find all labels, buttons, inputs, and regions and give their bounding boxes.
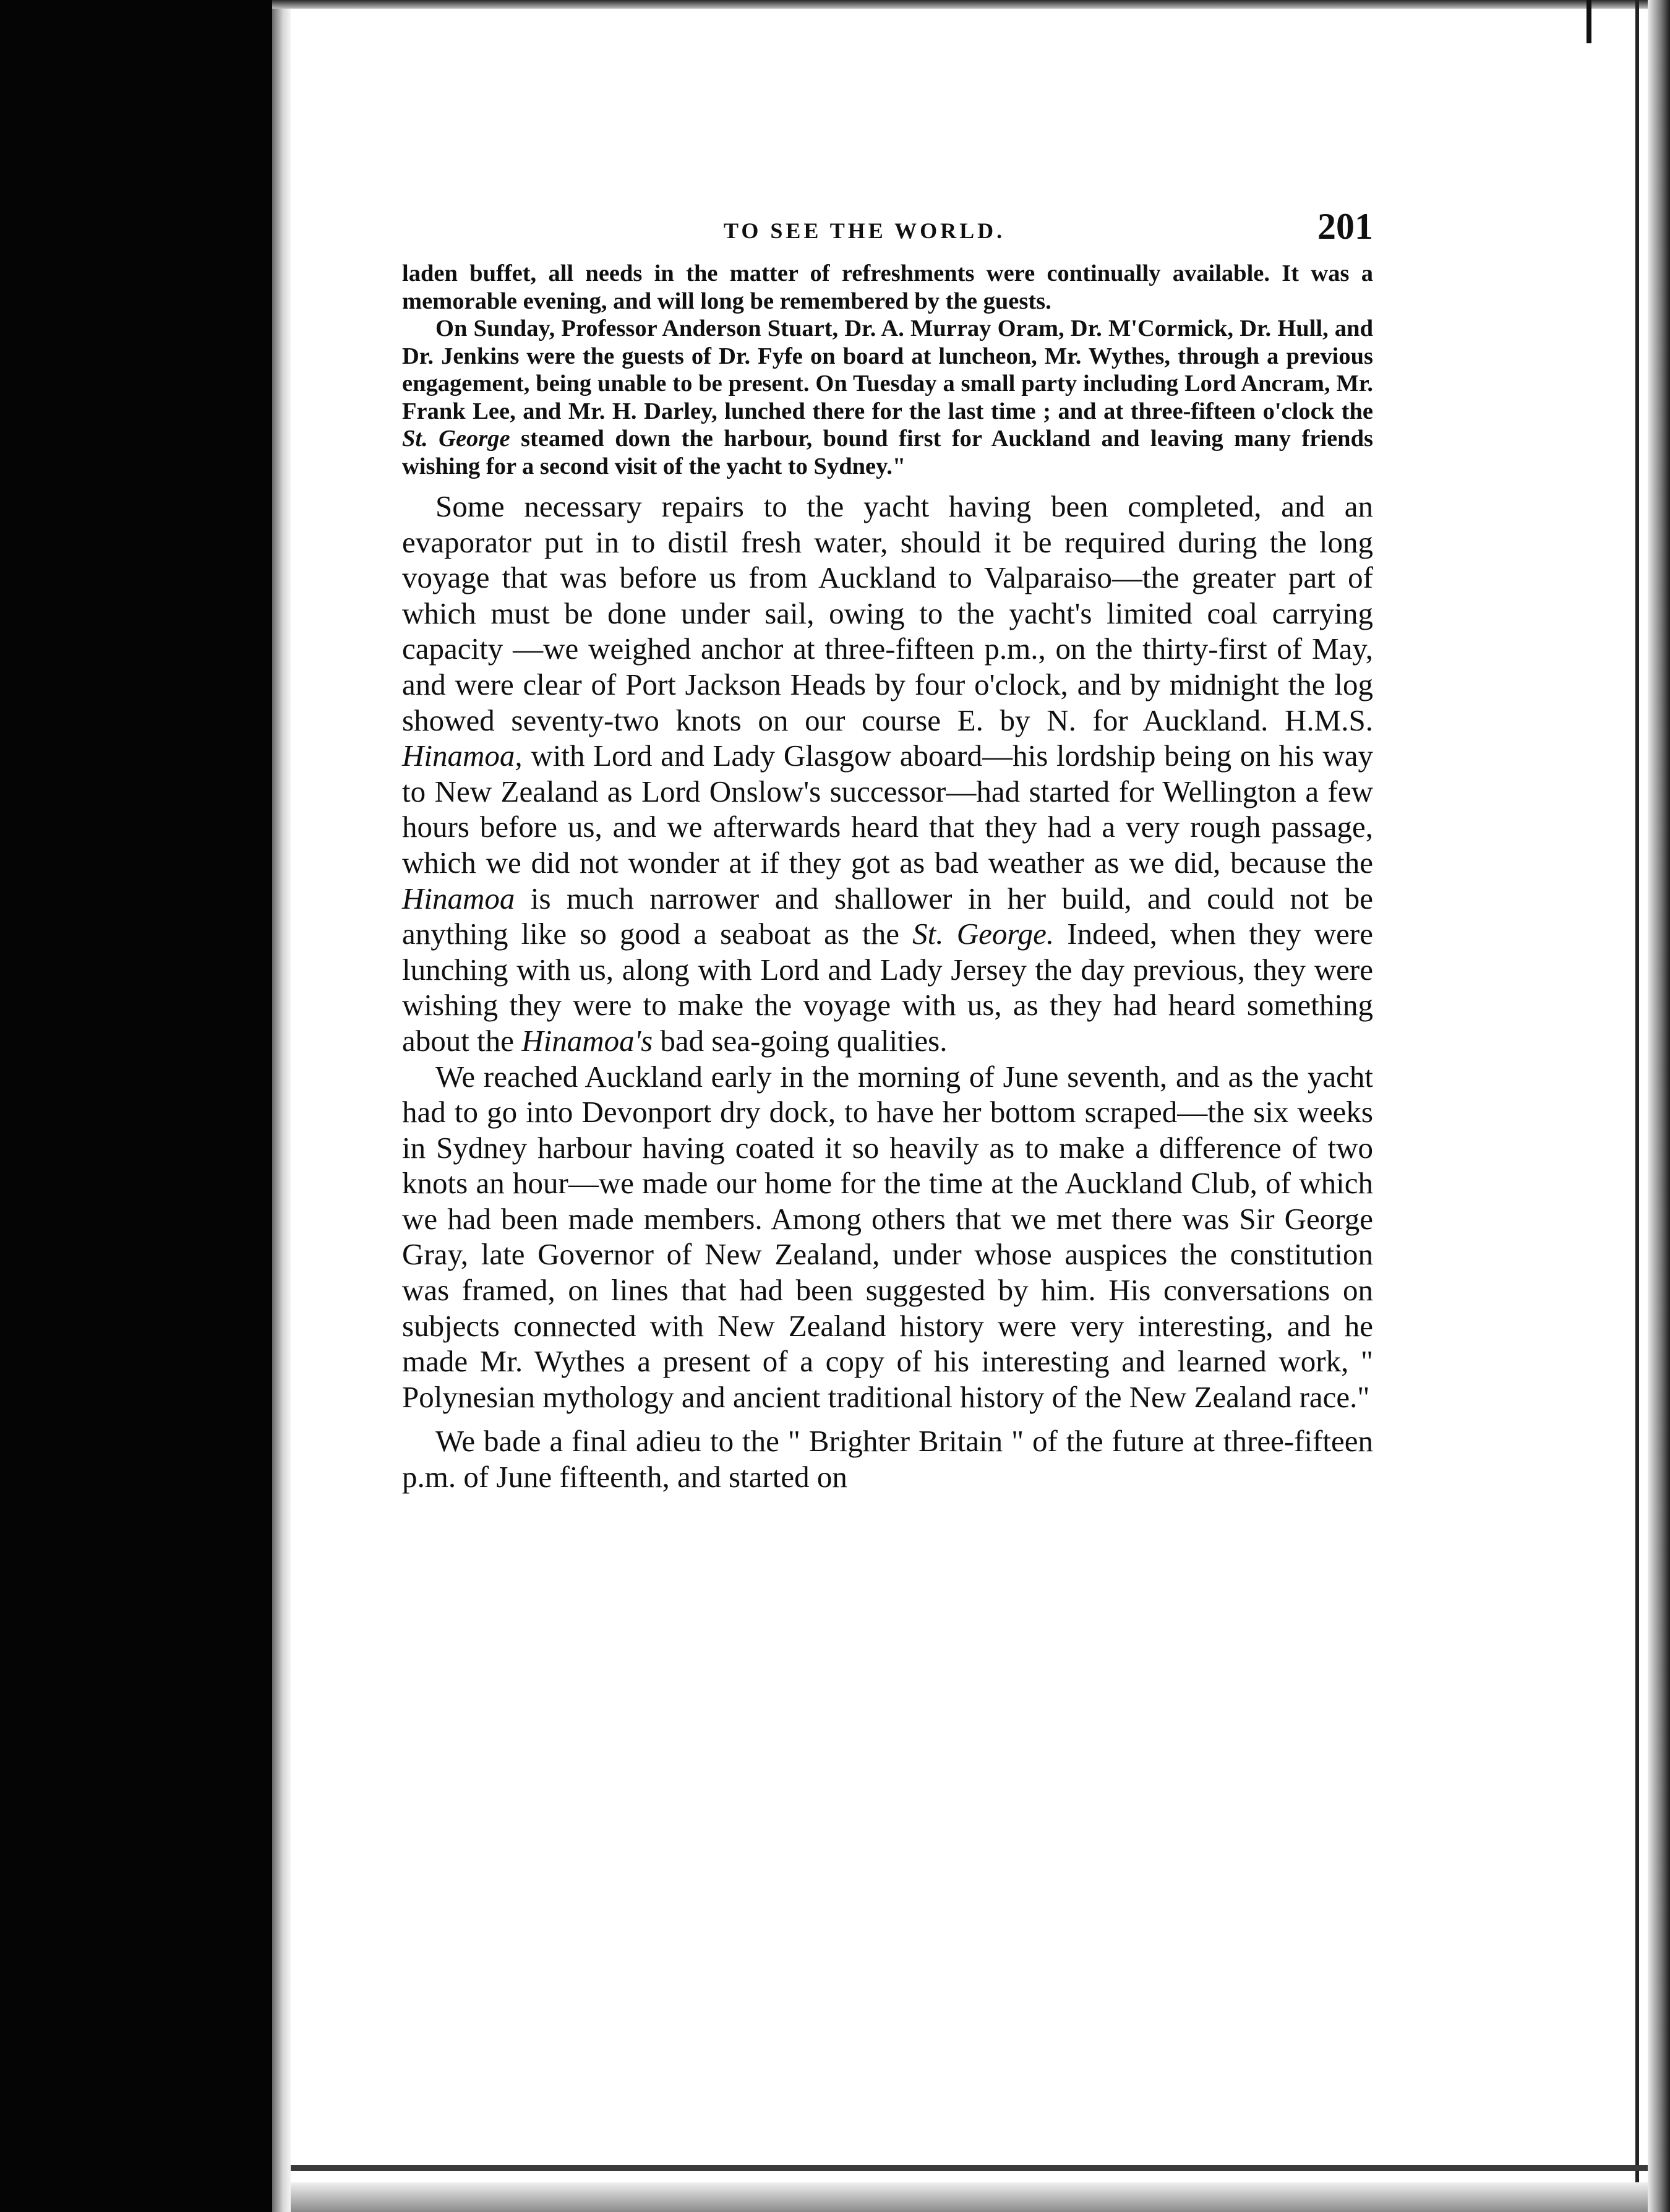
scanner-edge-right-line [1635, 0, 1639, 2212]
body-paragraph [402, 489, 1373, 1059]
scanner-edge-top [272, 0, 1670, 9]
compass-point: N. [1047, 703, 1076, 737]
scanner-edge-right [1648, 0, 1670, 2212]
compass-point: E. [957, 703, 983, 737]
running-head [402, 204, 1373, 254]
body-text-run: Indeed, when they were lunching with us, along with Lord and Lady Jersey the day previous, they were wishing they were to make the voyage with us, as they had heard something about the [402, 917, 1374, 1058]
body-text-run: Some necessary repairs to the yacht having been completed, and an evaporator put in to distil fresh water, should it be required during the long voyage that was before us from Auckland to Valparaiso—the greater part of which must be done under sail, owing to the yacht's limited coal carrying capacity —we weighed anchor at three-fifteen p.m., on the thirty-first of May, and were clear of Port Jackson Heads by four o'clock, and by midnight the log showed seventy-two knots on our course [402, 489, 1373, 737]
quote-paragraph: laden buffet, all needs in the matter of refreshments were continually available. It was a memorable evening, and will long be remembered by the guests. [402, 260, 1373, 314]
body-paragraph: We reached Auckland early in the morning of June seventh, and as the yacht had to go into Devonport dry dock, to have her bottom scraped—the six weeks in Sydney harbour having coated it so heavily as to make a difference of two knots an hour—we made our home for the time at the Auckland Club, of which we had been made members. Among others that we met there was Sir George Gray, late Governor of New Zealand, under whose auspices the constitution was framed, on lines that had been suggested by him. His conversations on subjects connected with New Zealand history were very interesting, and he made Mr. Wythes a present of a copy of his interesting and learned work, " Polynesian mythology and ancient traditional history of the New Zealand race." [402, 1059, 1373, 1414]
quote-text: On Sunday, Professor Anderson Stuart, Dr. A. Murray Oram, Dr. M'Cormick, Dr. Hull, and Dr. Jenkins were the guests of Dr. Fyfe on board at luncheon, Mr. Wythes, through a previous engagement, being unable to be present. On Tuesday a small party including Lord Ancram, Mr. Frank Lee, and Mr. H. Darley, lunched there for the last time ; and at three-fifteen o'clock the [402, 315, 1373, 424]
scanner-edge-bottom-line [291, 2165, 1648, 2171]
running-title: TO SEE THE WORLD. [724, 218, 1006, 243]
scanner-edge-left [0, 0, 272, 2212]
body-text-run: for Auckland. H.M.S. [1076, 703, 1374, 737]
scanner-mark [1586, 0, 1591, 43]
ship-name: Hinamoa [402, 881, 515, 915]
quote-text: steamed down the harbour, bound first for Auckland and leaving many friends wishing for a second visit of the yacht to Sydney." [402, 426, 1373, 479]
quote-paragraph [402, 315, 1373, 480]
body-text-run: with Lord and Lady Glasgow aboard—his lordship being on his way to New Zealand as Lord Onslow's successor—had started for Wellington a few hours before us, and we afterwards heard that they had a very rough passage, which we did not wonder at if they got as bad weather as we did, because the [402, 739, 1373, 880]
ship-name: Hinamoa, [402, 739, 523, 773]
scanner-edge-bottom [291, 2182, 1648, 2212]
body-paragraph: We bade a final adieu to the " Brighter Britain " of the future at three-fifteen p.m. of June fifteenth, and started on [402, 1424, 1373, 1494]
body-text-run: by [983, 703, 1047, 737]
quoted-passage [402, 260, 1373, 480]
ship-name: St. George. [912, 917, 1055, 951]
body-text [402, 489, 1373, 1495]
body-text-run: bad sea-going qualities. [653, 1023, 948, 1058]
ship-name: Hinamoa's [521, 1023, 653, 1058]
page-number: 201 [1317, 206, 1373, 247]
page-gutter-shadow [272, 0, 291, 2212]
body-text-run: is much narrower and shallower in her build, and could not be anything like so good a seaboat as the [402, 881, 1373, 951]
book-page [402, 204, 1373, 1495]
ship-name: St. George [402, 426, 510, 452]
